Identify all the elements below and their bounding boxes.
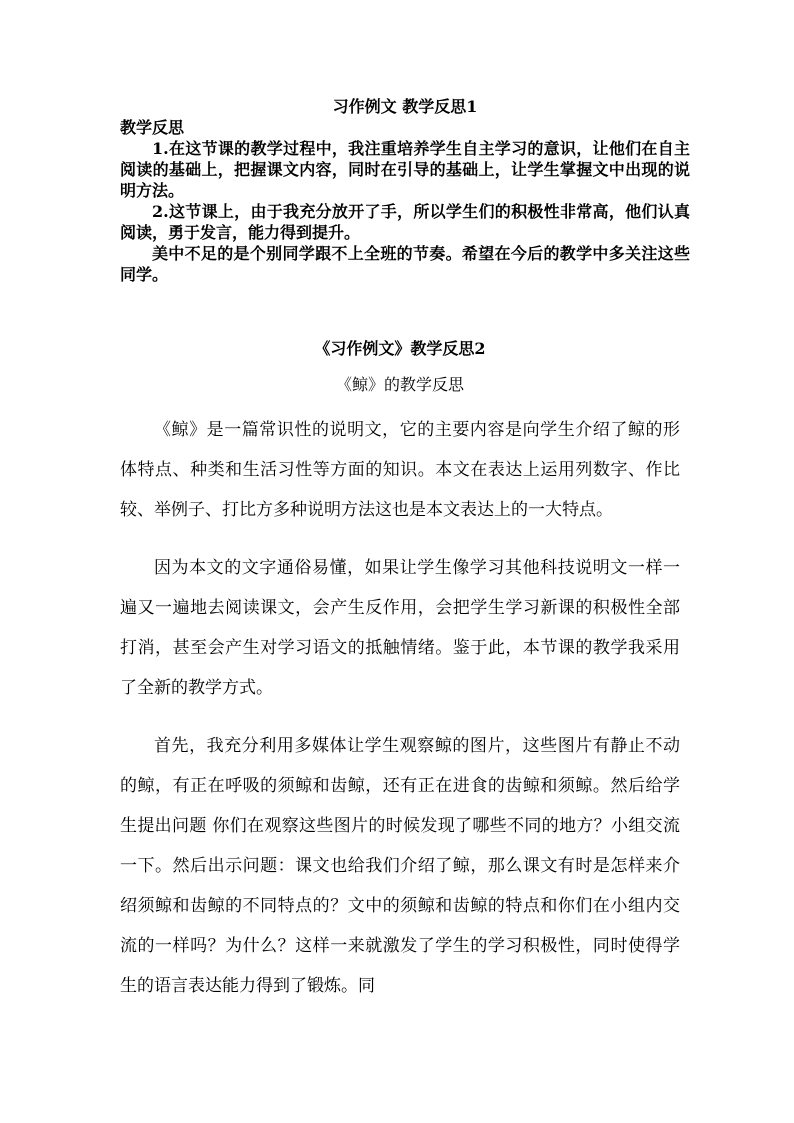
section2-paragraph-2: 因为本文的文字通俗易懂，如果让学生像学习其他科技说明文一样一遍又一遍地去阅读课文，会产生反作用，会把学生学习新课的积极性全部打消，甚至会产生对学习语文的抵触情绪。鉴于此，本节课的教学我采用了全新的教学方式。 [120,558,680,698]
section2-subtitle: 《鲸》的教学反思 [335,375,464,394]
section-reflection-1 [120,97,690,285]
section2-paragraph-3: 首先，我充分利用多媒体让学生观察鲸的图片，这些图片有静止不动的鲸，有正在呼吸的须鲸和齿鲸，还有正在进食的齿鲸和须鲸。然后给学生提出问题 你们在观察这些图片的时候发现了哪些不同的地方？小组交流一下。然后出示问题：课文也给我们介绍了鲸，那么课文有时是怎样来介绍须鲸和齿鲸的不同特点的？文中的须鲸和齿鲸的特点和你们在小组内交流的一样吗？为什么？这样一来就激发了学生的学习积极性，同时使得学生的语言表达能力得到了锻炼。同 [120,736,680,996]
section2-title: 《习作例文》教学反思2 [314,339,486,358]
section1-label: 教学反思 [120,118,185,137]
section1-paragraph-3: 美中不足的是个别同学跟不上全班的节奏。希望在今后的教学中多关注这些同学。 [120,244,690,284]
section1-paragraph-1: 1.在这节课的教学过程中，我注重培养学生自主学习的意识，让他们在自主阅读的基础上，把握课文内容，同时在引导的基础上，让学生掌握文中出现的说明方法。 [120,139,690,200]
section-reflection-2 [120,334,680,1024]
section2-paragraph-1: 《鲸》是一篇常识性的说明文，它的主要内容是向学生介绍了鲸的形体特点、种类和生活习性等方面的知识。本文在表达上运用列数字、作比较、举例子、打比方多种说明方法这也是本文表达上的一大特点。 [120,420,680,520]
section1-title: 习作例文 教学反思1 [332,97,478,116]
section1-paragraph-2: 2.这节课上，由于我充分放开了手，所以学生们的积极性非常高，他们认真阅读，勇于发言，能力得到提升。 [120,202,690,242]
